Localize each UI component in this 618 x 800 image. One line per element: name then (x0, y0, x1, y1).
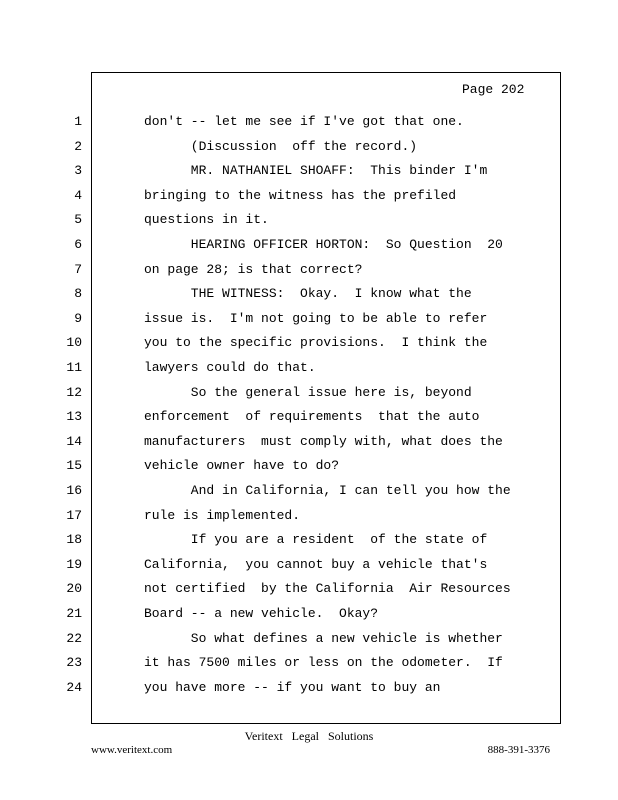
line-number: 8 (74, 286, 82, 301)
footer-phone: 888-391-3376 (487, 744, 550, 756)
transcript-line: lawyers could do that. (144, 360, 316, 375)
line-number: 15 (66, 458, 82, 473)
transcript-line: California, you cannot buy a vehicle that's (144, 557, 488, 572)
transcript-line: MR. NATHANIEL SHOAFF: This binder I'm (144, 163, 488, 178)
transcript-line: you to the specific provisions. I think the (144, 335, 488, 350)
transcript-line: don't -- let me see if I've got that one. (144, 114, 464, 129)
transcript-line: enforcement of requirements that the auto (144, 409, 480, 424)
transcript-line: not certified by the California Air Resources (144, 581, 511, 596)
transcript-line: you have more -- if you want to buy an (144, 680, 441, 695)
transcript-line: bringing to the witness has the prefiled (144, 188, 457, 203)
line-number: 9 (74, 311, 82, 326)
line-number: 10 (66, 335, 82, 350)
transcript-line: So what defines a new vehicle is whether (144, 631, 503, 646)
footer-company: Veritext Legal Solutions (244, 729, 374, 743)
line-number: 20 (66, 581, 82, 596)
line-number: 3 (74, 163, 82, 178)
transcript-line: So the general issue here is, beyond (144, 385, 472, 400)
transcript-line: rule is implemented. (144, 508, 301, 523)
line-number: 23 (66, 655, 82, 670)
transcript-line: And in California, I can tell you how the (144, 483, 511, 498)
transcript-line: manufacturers must comply with, what does the (144, 434, 503, 449)
line-number: 24 (66, 680, 82, 695)
transcript-line: THE WITNESS: Okay. I know what the (144, 286, 472, 301)
line-number: 13 (66, 409, 82, 424)
transcript-line: vehicle owner have to do? (144, 458, 340, 473)
transcript-line: If you are a resident of the state of (144, 532, 488, 547)
line-number: 22 (66, 631, 82, 646)
page-number: Page 202 (462, 82, 525, 97)
transcript-line: on page 28; is that correct? (144, 262, 363, 277)
transcript-line: (Discussion off the record.) (144, 139, 418, 154)
transcript-line: Board -- a new vehicle. Okay? (144, 606, 379, 621)
line-number: 11 (66, 360, 82, 375)
line-number: 6 (74, 237, 82, 252)
line-number: 16 (66, 483, 82, 498)
line-number: 17 (66, 508, 82, 523)
line-number: 7 (74, 262, 82, 277)
transcript-line: HEARING OFFICER HORTON: So Question 20 (144, 237, 503, 252)
transcript-line: issue is. I'm not going to be able to refer (144, 311, 488, 326)
line-number: 1 (74, 114, 82, 129)
line-number: 21 (66, 606, 82, 621)
footer-website: www.veritext.com (91, 744, 173, 756)
line-number: 2 (74, 139, 82, 154)
transcript-line: it has 7500 miles or less on the odometer. If (144, 655, 503, 670)
line-number: 19 (66, 557, 82, 572)
line-number: 18 (66, 532, 82, 547)
line-number: 14 (66, 434, 82, 449)
line-number: 4 (74, 188, 82, 203)
line-number: 5 (74, 212, 82, 227)
transcript-line: questions in it. (144, 212, 269, 227)
line-number: 12 (66, 385, 82, 400)
